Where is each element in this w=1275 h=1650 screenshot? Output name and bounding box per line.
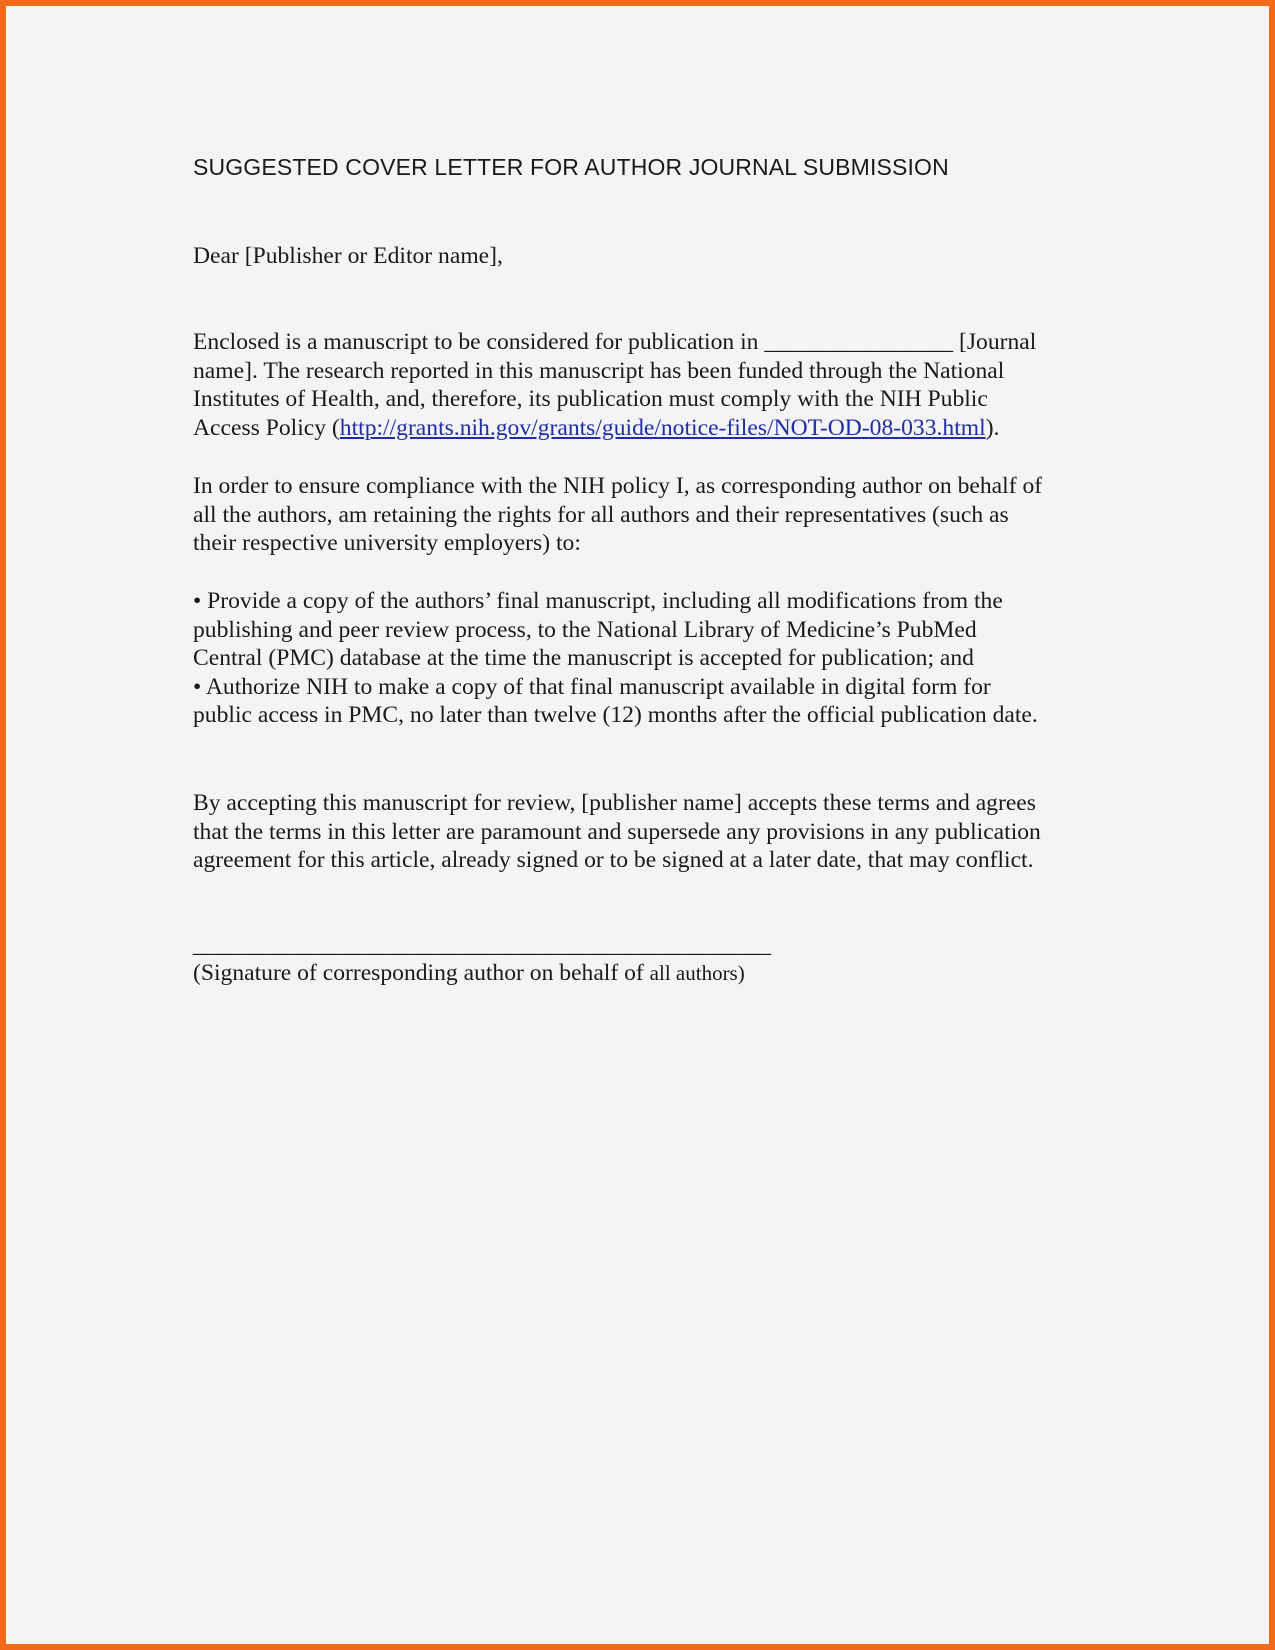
bullet-provide-copy: • Provide a copy of the authors’ final manuscript, including all modifications from the <box>193 588 1003 614</box>
paragraph-line: all the authors, am retaining the rights for all authors and their representatives (such as <box>193 501 1009 528</box>
paragraph-line: Enclosed is a manuscript to be considered for publication in ________________ [Journal <box>193 329 1037 355</box>
bullet-authorize-nih-cont: public access in PMC, no later than twelve (12) months after the official publication date. <box>193 702 1038 729</box>
paragraph-text: Access Policy ( <box>193 414 340 441</box>
rights-bullet-list <box>193 587 1113 730</box>
bullet-provide-copy-cont: publishing and peer review process, to the National Library of Medicine’s PubMed <box>193 616 977 643</box>
paragraph-line: Institutes of Health, and, therefore, its publication must comply with the NIH Public <box>193 386 988 413</box>
signature-caption-text: (Signature of corresponding author on behalf of <box>193 960 650 986</box>
paragraph-enclosed-manuscript <box>193 328 1113 442</box>
paragraph-line: their respective university employers) to: <box>193 530 581 557</box>
nih-policy-link[interactable]: http://grants.nih.gov/grants/guide/notice-files/NOT-OD-08-033.html <box>339 414 986 441</box>
greeting: Dear [Publisher or Editor name], <box>193 243 503 269</box>
paragraph-line: In order to ensure compliance with the NIH policy I, as corresponding author on behalf of <box>193 473 1043 499</box>
signature-caption <box>193 959 1113 988</box>
signature-caption-tail: all authors) <box>649 961 745 985</box>
page-title: SUGGESTED COVER LETTER FOR AUTHOR JOURNAL SUBMISSION <box>193 154 949 180</box>
paragraph-text: ). <box>985 414 1000 441</box>
paragraph-compliance <box>193 472 1113 558</box>
paragraph-acceptance-terms <box>193 789 1113 875</box>
signature-line: _________________________________________________ <box>193 932 772 958</box>
bullet-provide-copy-cont: Central (PMC) database at the time the manuscript is accepted for publication; and <box>193 645 974 672</box>
paragraph-line <box>193 414 1113 443</box>
paragraph-line: agreement for this article, already signed or to be signed at a later date, that may conflict. <box>193 847 1034 874</box>
paragraph-line: name]. The research reported in this manuscript has been funded through the National <box>193 357 1005 384</box>
bullet-authorize-nih: • Authorize NIH to make a copy of that final manuscript available in digital form for <box>193 673 991 700</box>
paragraph-line: that the terms in this letter are paramount and supersede any provisions in any publication <box>193 818 1041 845</box>
paragraph-line: By accepting this manuscript for review, [publisher name] accepts these terms and agrees <box>193 790 1036 816</box>
